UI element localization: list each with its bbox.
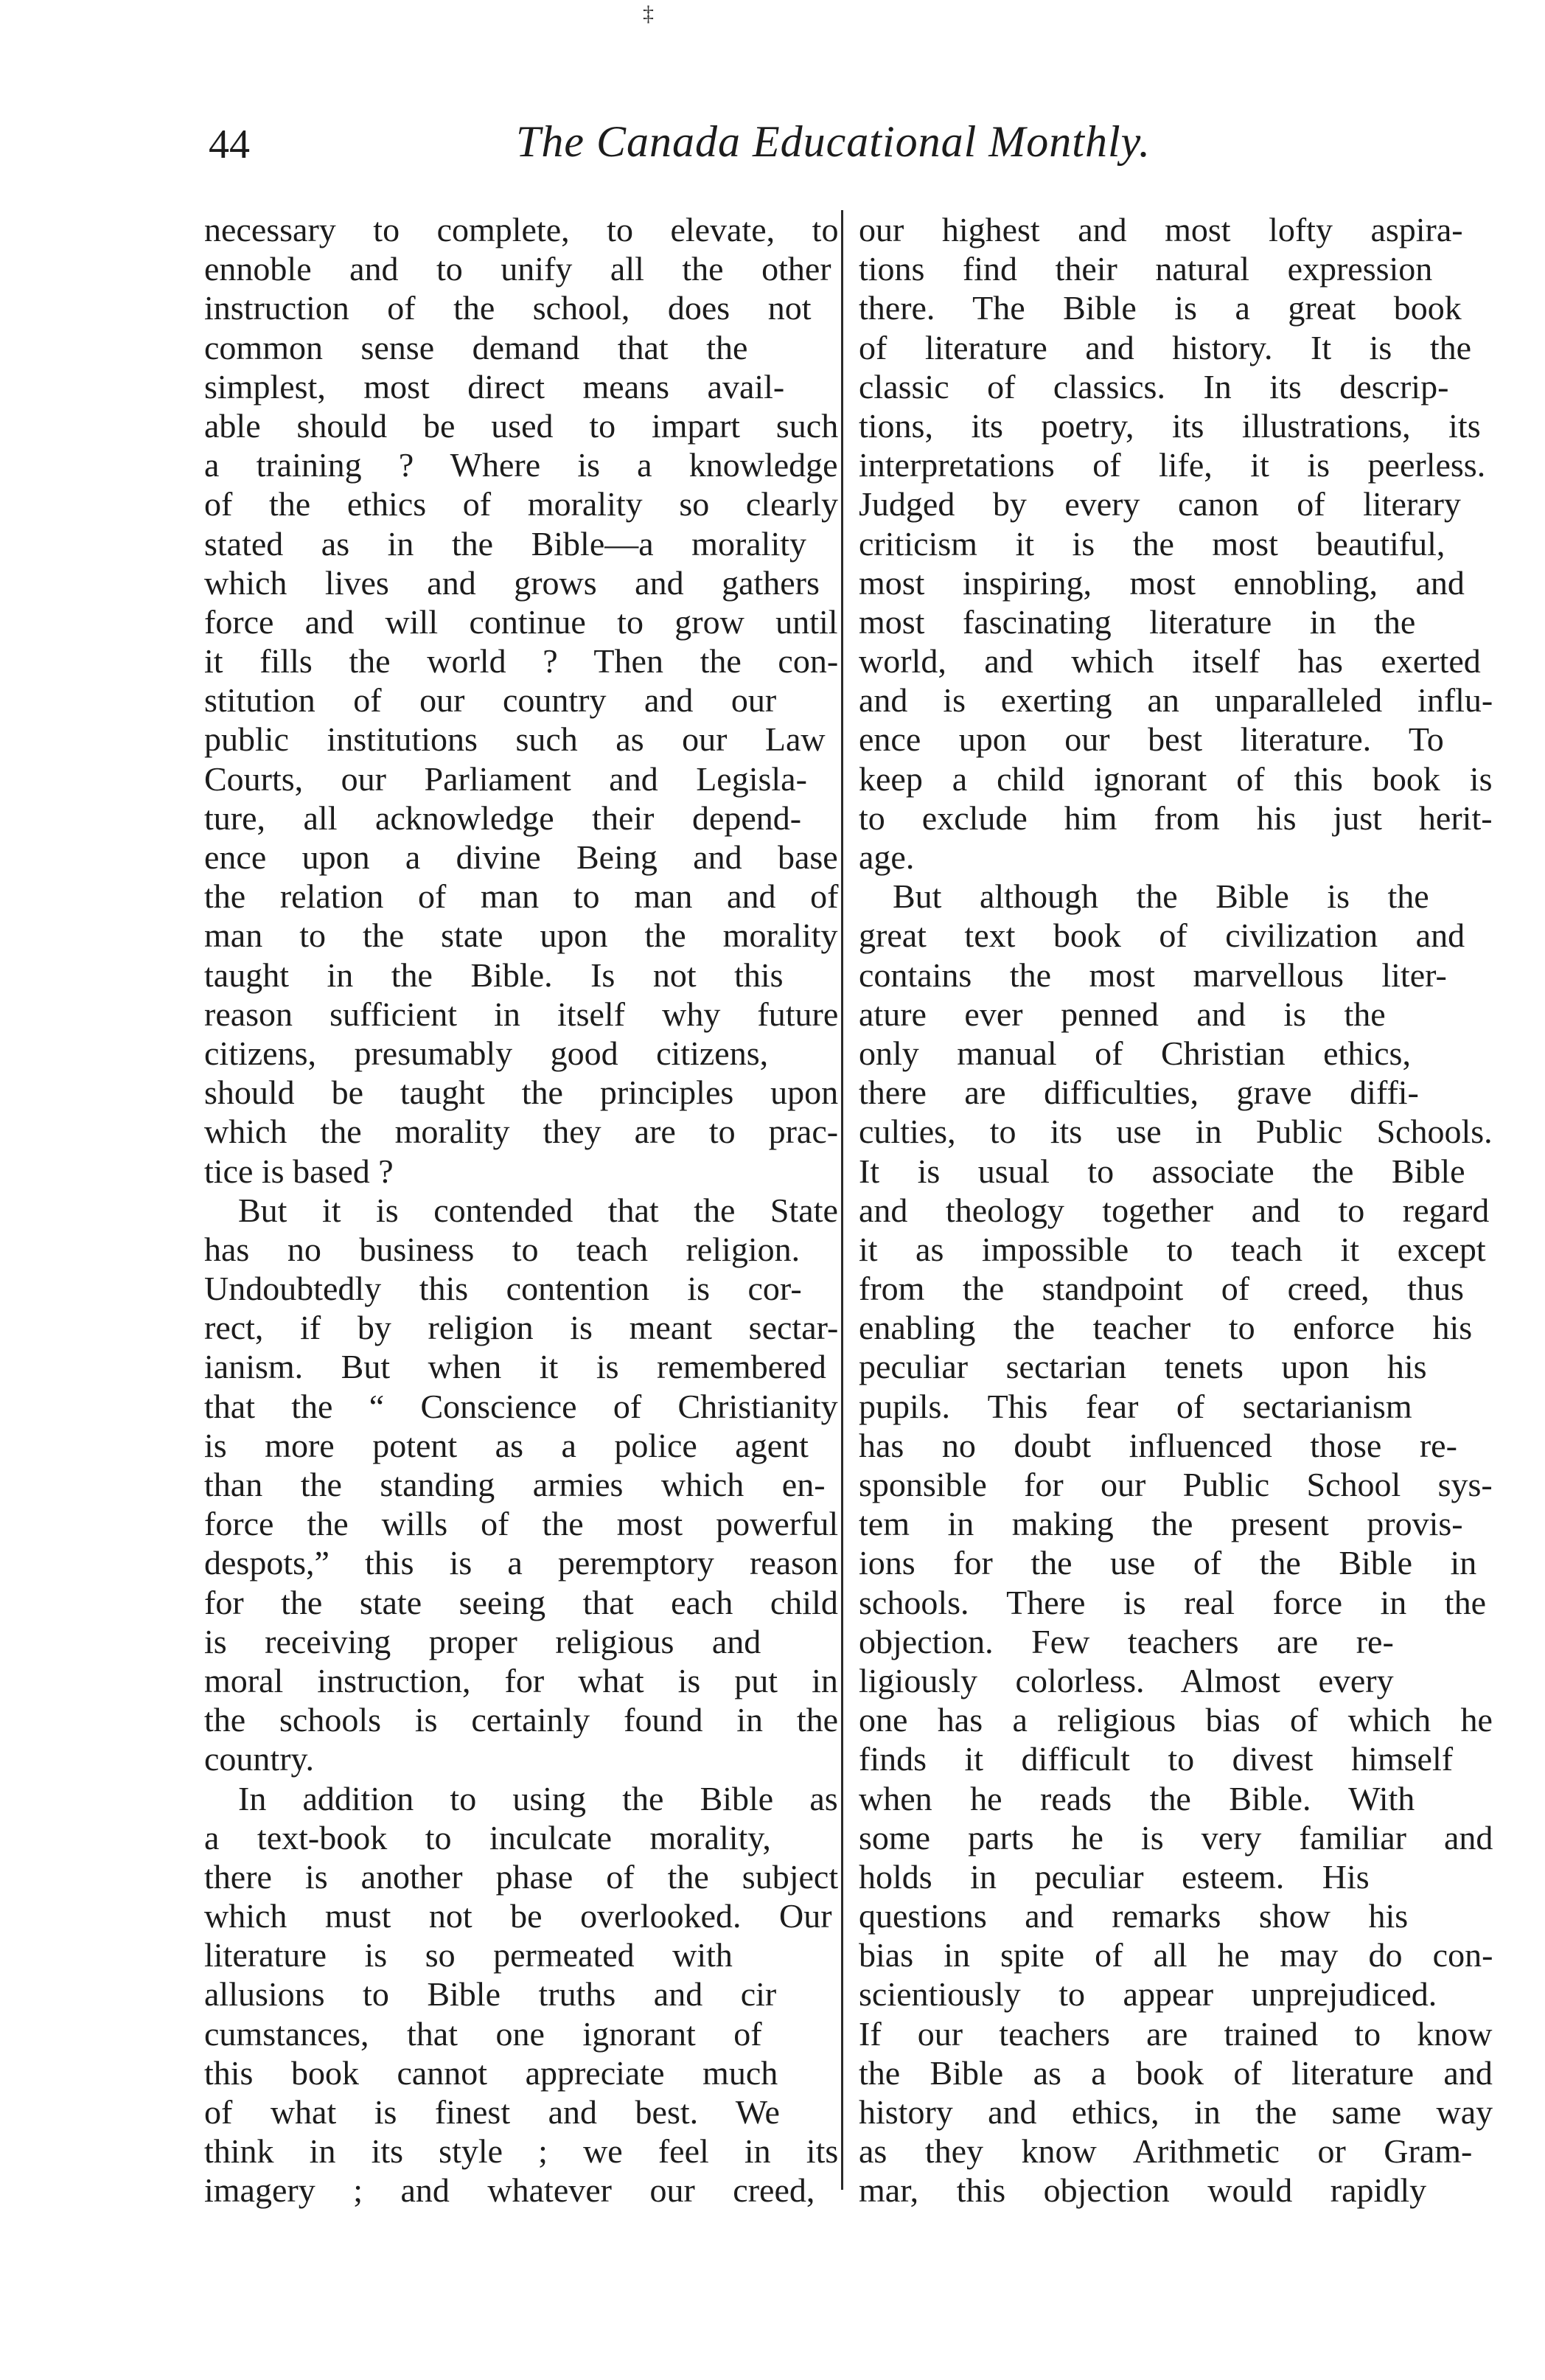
text-line: there is another phase of the subject	[204, 1857, 839, 1896]
text-line: despots,” this is a peremptory reason	[204, 1544, 839, 1582]
text-line: which the morality they are to prac-	[204, 1113, 839, 1151]
text-line: tions find their natural expression	[859, 250, 1433, 288]
text-line: ennoble and to unify all the other	[204, 250, 831, 288]
text-line: classic of classics. In its descrip-	[859, 367, 1449, 406]
text-line: the relation of man to man and of	[204, 877, 839, 916]
text-line: there. The Bible is a great book	[859, 289, 1462, 327]
page-number: 44	[209, 122, 250, 167]
text-line: ianism. But when it is remembered	[204, 1348, 826, 1386]
text-line: world, and which itself has exerted	[859, 642, 1481, 681]
text-line: In addition to using the Bible as	[238, 1779, 838, 1817]
text-line: country.	[204, 1740, 315, 1778]
text-line: necessary to complete, to elevate, to	[204, 211, 839, 248]
text-line: has no business to teach religion.	[204, 1230, 801, 1268]
text-line: some parts he is very familiar and	[859, 1818, 1493, 1857]
text-line: is receiving proper religious and	[204, 1622, 761, 1660]
text-line: should be taught the principles upon	[204, 1074, 839, 1112]
text-line: sponsible for our Public School sys-	[859, 1466, 1493, 1503]
text-line: scientiously to appear unprejudiced.	[859, 1975, 1437, 2014]
text-line: history and ethics, in the same way	[859, 2093, 1493, 2131]
text-line: Courts, our Parliament and Legisla-	[204, 759, 807, 798]
text-line: Judged by every canon of literary	[859, 485, 1461, 523]
text-line: it fills the world ? Then the con-	[204, 642, 839, 681]
text-line: able should be used to impart such	[204, 406, 839, 445]
text-line: schools. There is real force in the	[859, 1583, 1486, 1621]
left-text-column	[204, 210, 838, 2210]
text-line: age.	[859, 838, 915, 876]
text-line: But it is contended that the State	[238, 1191, 838, 1229]
text-line: literature is so permeated with	[204, 1936, 733, 1974]
text-line: enabling the teacher to enforce his	[859, 1309, 1473, 1347]
text-line: man to the state upon the morality	[204, 916, 838, 955]
text-line: keep a child ignorant of this book is	[859, 759, 1493, 798]
text-line: of the ethics of morality so clearly	[204, 485, 839, 523]
text-line: taught in the Bible. Is not this	[204, 956, 784, 994]
text-line: contains the most marvellous liter-	[859, 956, 1447, 994]
text-line: of what is finest and best. We	[204, 2093, 780, 2131]
text-line: think in its style ; we feel in its	[204, 2132, 839, 2171]
text-line: reason sufficient in itself why future	[204, 995, 839, 1033]
text-line: citizens, presumably good citizens,	[204, 1034, 769, 1072]
text-line: this book cannot appreciate much	[204, 2053, 778, 2092]
text-line: the schools is certainly found in the	[204, 1701, 839, 1739]
text-line: when he reads the Bible. With	[859, 1779, 1415, 1817]
text-line: ature ever penned and is the	[859, 995, 1386, 1033]
text-line: criticism it is the most beautiful,	[859, 524, 1445, 563]
text-line: It is usual to associate the Bible	[859, 1152, 1465, 1190]
text-line: from the standpoint of creed, thus	[859, 1270, 1464, 1308]
text-line: tice is based ?	[204, 1152, 394, 1190]
text-line: the Bible as a book of literature and	[859, 2053, 1493, 2092]
text-line: stated as in the Bible—a morality	[204, 524, 807, 563]
text-line: allusions to Bible truths and cir	[204, 1975, 777, 2014]
text-line: our highest and most lofty aspira-	[859, 211, 1463, 248]
text-line: most inspiring, most ennobling, and	[859, 563, 1465, 602]
text-line: ence upon a divine Being and base	[204, 838, 838, 876]
text-line: force and will continue to grow until	[204, 602, 838, 641]
text-line: and theology together and to regard	[859, 1191, 1490, 1229]
text-line: which must not be overlooked. Our	[204, 1897, 832, 1935]
text-line: instruction of the school, does not	[204, 289, 812, 327]
text-line: simplest, most direct means avail-	[204, 367, 785, 406]
print-speck: ‡	[643, 1, 654, 26]
text-line: which lives and grows and gathers	[204, 563, 820, 602]
text-line: tem in making the present provis-	[859, 1505, 1463, 1543]
text-line: a training ? Where is a knowledge	[204, 446, 838, 484]
text-line: ture, all acknowledge their depend-	[204, 798, 802, 837]
text-line: mar, this objection would rapidly	[859, 2171, 1427, 2210]
text-line: it as impossible to teach it except	[859, 1230, 1486, 1268]
text-line: peculiar sectarian tenets upon his	[859, 1348, 1427, 1386]
text-line: force the wills of the most powerful	[204, 1505, 839, 1543]
text-line: moral instruction, for what is put in	[204, 1661, 838, 1699]
text-line: of literature and history. It is the	[859, 328, 1472, 366]
text-line: bias in spite of all he may do con-	[859, 1936, 1493, 1974]
text-line: great text book of civilization and	[859, 916, 1465, 955]
text-line: there are difficulties, grave diffi-	[859, 1074, 1419, 1112]
text-line: to exclude him from his just herit-	[859, 798, 1493, 837]
text-line: cumstances, that one ignorant of	[204, 2014, 762, 2053]
text-line: Undoubtedly this contention is cor-	[204, 1270, 802, 1308]
text-line: culties, to its use in Public Schools.	[859, 1113, 1493, 1151]
text-line: for the state seeing that each child	[204, 1583, 838, 1621]
text-line: If our teachers are trained to know	[859, 2014, 1493, 2053]
text-line: that the “ Conscience of Christianity	[204, 1387, 838, 1425]
text-line: a text-book to inculcate morality,	[204, 1818, 771, 1857]
text-line: rect, if by religion is meant sectar-	[204, 1309, 839, 1347]
text-line: objection. Few teachers are re-	[859, 1622, 1394, 1660]
text-line: common sense demand that the	[204, 328, 748, 366]
text-line: as they know Arithmetic or Gram-	[859, 2132, 1473, 2171]
text-line: tions, its poetry, its illustrations, its	[859, 406, 1481, 445]
text-line: than the standing armies which en-	[204, 1466, 826, 1503]
text-line: interpretations of life, it is peerless.	[859, 446, 1486, 484]
text-line: holds in peculiar esteem. His	[859, 1857, 1370, 1896]
running-title: The Canada Educational Monthly.	[516, 117, 1151, 166]
text-line: public institutions such as our Law	[204, 720, 826, 759]
text-line: ions for the use of the Bible in	[859, 1544, 1477, 1582]
text-line: ence upon our best literature. To	[859, 720, 1444, 759]
text-line: and is exerting an unparalleled influ-	[859, 681, 1493, 720]
right-text-column	[859, 210, 1493, 2210]
text-line: questions and remarks show his	[859, 1897, 1409, 1935]
text-line: pupils. This fear of sectarianism	[859, 1387, 1412, 1425]
column-divider	[841, 210, 843, 2190]
text-line: only manual of Christian ethics,	[859, 1034, 1411, 1072]
text-line: ligiously colorless. Almost every	[859, 1661, 1394, 1699]
text-line: finds it difficult to divest himself	[859, 1740, 1454, 1778]
text-line: is more potent as a police agent	[204, 1426, 809, 1464]
text-line: imagery ; and whatever our creed,	[204, 2171, 815, 2210]
text-line: one has a religious bias of which he	[859, 1701, 1493, 1739]
text-line: But although the Bible is the	[893, 877, 1429, 916]
text-line: has no doubt influenced those re-	[859, 1426, 1457, 1464]
text-line: stitution of our country and our	[204, 681, 777, 720]
text-line: most fascinating literature in the	[859, 602, 1416, 641]
